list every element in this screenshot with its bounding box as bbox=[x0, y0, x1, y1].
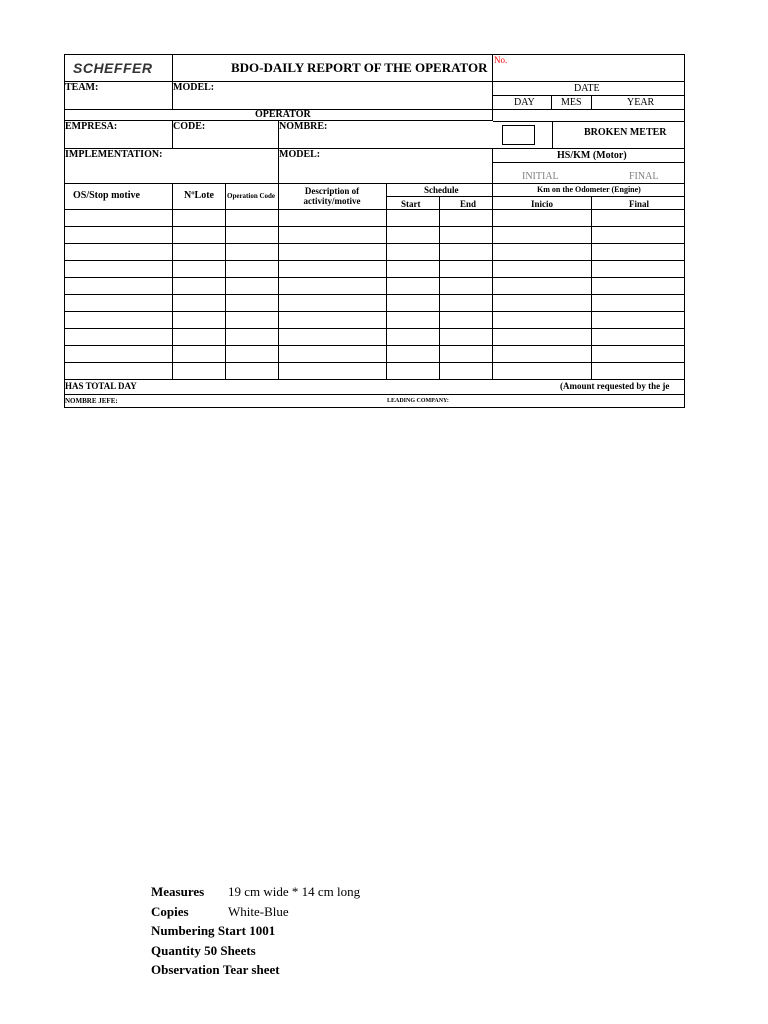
col-odometer: Km on the Odometer (Engine) bbox=[537, 185, 641, 194]
spec-value: White-Blue bbox=[228, 903, 289, 919]
spec-label: Observation bbox=[151, 962, 220, 977]
col-description: Description of activity/motive bbox=[303, 186, 361, 206]
nombre-label: NOMBRE: bbox=[279, 121, 328, 132]
col-schedule: Schedule bbox=[424, 185, 459, 195]
empresa-label: EMPRESA: bbox=[65, 121, 118, 132]
total-day-label: HAS TOTAL DAY bbox=[65, 381, 137, 391]
initial-label: INITIAL bbox=[522, 171, 559, 182]
amount-requested-label: (Amount requested by the je bbox=[560, 382, 670, 391]
spec-label: Quantity bbox=[151, 942, 201, 958]
hskm-label: HS/KM (Motor) bbox=[557, 150, 627, 161]
month-label: MES bbox=[561, 97, 582, 108]
spec-label: Copies bbox=[151, 903, 189, 919]
spec-label: Numbering bbox=[151, 923, 215, 938]
col-nlote: NºLote bbox=[184, 190, 214, 201]
col-start: Start bbox=[401, 199, 421, 209]
spec-value: Tear sheet bbox=[222, 962, 280, 977]
broken-meter-box[interactable] bbox=[502, 125, 535, 145]
model-label: MODEL: bbox=[173, 82, 215, 93]
broken-meter-label: BROKEN METER bbox=[584, 127, 667, 138]
final-label: FINAL bbox=[629, 171, 659, 182]
date-label: DATE bbox=[574, 83, 600, 94]
col-inicio: Inicio bbox=[531, 199, 554, 209]
nombre-jefe-label: NOMBRE JEFE: bbox=[65, 397, 118, 405]
model-label-2: MODEL: bbox=[279, 149, 321, 160]
spec-row bbox=[151, 921, 360, 941]
company-logo: SCHEFFER bbox=[73, 60, 153, 76]
spec-value: Start 1001 bbox=[217, 923, 276, 938]
code-label: CODE: bbox=[173, 121, 206, 132]
leading-company-label: LEADING COMPANY: bbox=[387, 398, 449, 404]
col-final: Final bbox=[629, 199, 650, 209]
spec-row bbox=[151, 960, 360, 980]
implementation-label: IMPLEMENTATION: bbox=[65, 149, 163, 160]
year-label: YEAR bbox=[627, 97, 655, 108]
team-label: TEAM: bbox=[65, 82, 99, 93]
form-number-label: No. bbox=[494, 55, 508, 65]
spec-row bbox=[151, 941, 360, 961]
spec-row bbox=[151, 902, 360, 922]
operator-heading: OPERATOR bbox=[255, 109, 311, 120]
col-operation-code: Operation Code bbox=[227, 193, 276, 200]
col-os-stop-motive: OS/Stop motive bbox=[73, 190, 140, 201]
print-specifications bbox=[151, 882, 360, 980]
spec-value: 19 cm wide * 14 cm long bbox=[228, 884, 361, 899]
col-end: End bbox=[460, 199, 477, 209]
form-title: BDO-DAILY REPORT OF THE OPERATOR bbox=[231, 60, 488, 75]
spec-value: 50 Sheets bbox=[204, 942, 256, 958]
spec-row bbox=[151, 882, 360, 902]
spec-label: Measures bbox=[151, 884, 205, 899]
day-label: DAY bbox=[514, 97, 535, 108]
